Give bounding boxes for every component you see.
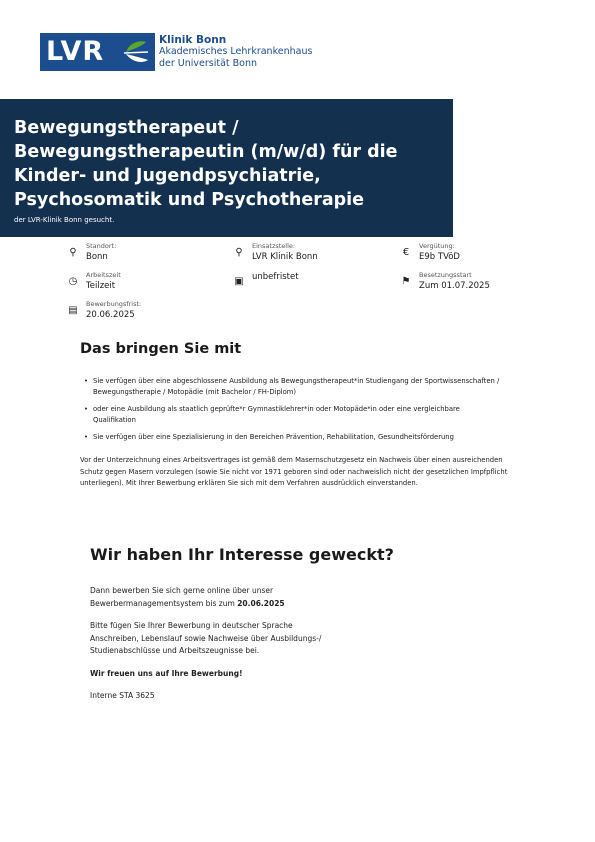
fact-value: unbefristet bbox=[252, 272, 299, 282]
location-pin-icon: ⚲ bbox=[69, 247, 77, 258]
fact-start bbox=[399, 271, 490, 292]
application-documents: Bitte fügen Sie Ihrer Bewerbung in deutscher Sprache Anschreiben, Lebenslauf sowie Nachweise über Ausbildungs-/ Studienabschlüsse und Arbeitszeugnisse bei. bbox=[90, 621, 322, 655]
fact-label: Arbeitszeit bbox=[86, 271, 121, 279]
lvr-logo bbox=[40, 33, 312, 71]
measles-note: Vor der Unterzeichnung eines Arbeitsvertrages ist gemäß dem Masernschutzgesetz ein Nachweis über einen ausreichenden Schutz gegen Masern vorzulegen (sowie Sie nicht vor 1971 geboren sind oder nachweislich nicht der gesetzlichen Impfpflicht unterliegen). Mit Ihrer Bewerbung erklären Sie sich mit dem Verfahren ausdrücklich einverstanden. bbox=[80, 456, 508, 487]
clinic-subtitle-1: Akademisches Lehrkrankenhaus bbox=[159, 46, 313, 58]
fact-label: Einsatzstelle: bbox=[252, 242, 296, 250]
clinic-name-block bbox=[159, 35, 312, 70]
application-heading: Wir haben Ihr Interesse geweckt? bbox=[90, 545, 394, 564]
location-pin-icon: ⚲ bbox=[235, 247, 243, 258]
list-item: • oder eine Ausbildung als staatlich geprüfte*r Gymnastiklehrer*in oder Motopäde*in oder eine vergleichbare Qualifikation bbox=[84, 404, 504, 426]
document-icon: ▤ bbox=[68, 305, 78, 316]
fact-value: Zum 01.07.2025 bbox=[419, 281, 490, 291]
application-intro bbox=[90, 585, 330, 610]
job-subtitle: der LVR-Klinik Bonn gesucht. bbox=[14, 216, 115, 224]
list-item: • Sie verfügen über eine Spezialisierung in den Bereichen Prävention, Rehabilitation, Gesundheitsförderung bbox=[84, 432, 504, 443]
fact-value: E9b TVöD bbox=[419, 252, 460, 262]
flag-icon: ⚑ bbox=[401, 276, 411, 287]
logo-letters: LVR bbox=[46, 36, 105, 67]
application-closing: Wir freuen uns auf Ihre Bewerbung! bbox=[90, 668, 243, 678]
euro-icon: € bbox=[402, 247, 410, 258]
fact-value: Teilzeit bbox=[86, 281, 116, 291]
fact-value: Bonn bbox=[86, 252, 108, 262]
application-block bbox=[90, 585, 330, 713]
clock-icon: ◷ bbox=[68, 276, 78, 287]
application-deadline: 20.06.2025 bbox=[237, 598, 285, 608]
fact-value: LVR Klinik Bonn bbox=[252, 252, 318, 262]
fact-workplace bbox=[232, 242, 318, 263]
fact-label: Standort: bbox=[86, 242, 117, 250]
clinic-subtitle-2: der Universität Bonn bbox=[159, 57, 258, 69]
leaf-icon bbox=[120, 36, 152, 68]
fact-label: Besetzungsstart bbox=[419, 271, 472, 279]
list-item: • Sie verfügen über eine abgeschlossene Ausbildung als Bewegungstherapeut*in Studiengang der Sportwissenschaften / Bewegungstherapie / Motopädie (mit Bachelor / FH-Diplom) bbox=[84, 376, 504, 398]
fact-value: 20.06.2025 bbox=[86, 310, 135, 320]
reference-number: Interne STA 3625 bbox=[90, 691, 155, 700]
clinic-name: Klinik Bonn bbox=[159, 33, 227, 46]
requirements-list bbox=[84, 376, 504, 449]
fact-label: Bewerbungsfrist: bbox=[86, 300, 142, 308]
job-title-banner bbox=[0, 99, 453, 237]
application-intro-text: Dann bewerben Sie sich gerne online über unser Bewerbermanagementsystem bis zum bbox=[90, 586, 274, 608]
fact-salary bbox=[399, 242, 460, 263]
fact-label: Vergütung: bbox=[419, 242, 455, 250]
calendar-icon: ▣ bbox=[234, 276, 244, 287]
fact-working-time bbox=[66, 271, 121, 292]
job-title: Bewegungstherapeut / Bewegungstherapeutin (m/w/d) für die Kinder- und Jugendpsychiatrie, Psychosomatik und Psychotherapie bbox=[14, 118, 398, 210]
lvr-logo-mark bbox=[40, 33, 155, 71]
fact-contract bbox=[232, 271, 299, 287]
fact-deadline bbox=[66, 300, 141, 321]
requirements-heading: Das bringen Sie mit bbox=[80, 341, 242, 357]
fact-location bbox=[66, 242, 116, 263]
